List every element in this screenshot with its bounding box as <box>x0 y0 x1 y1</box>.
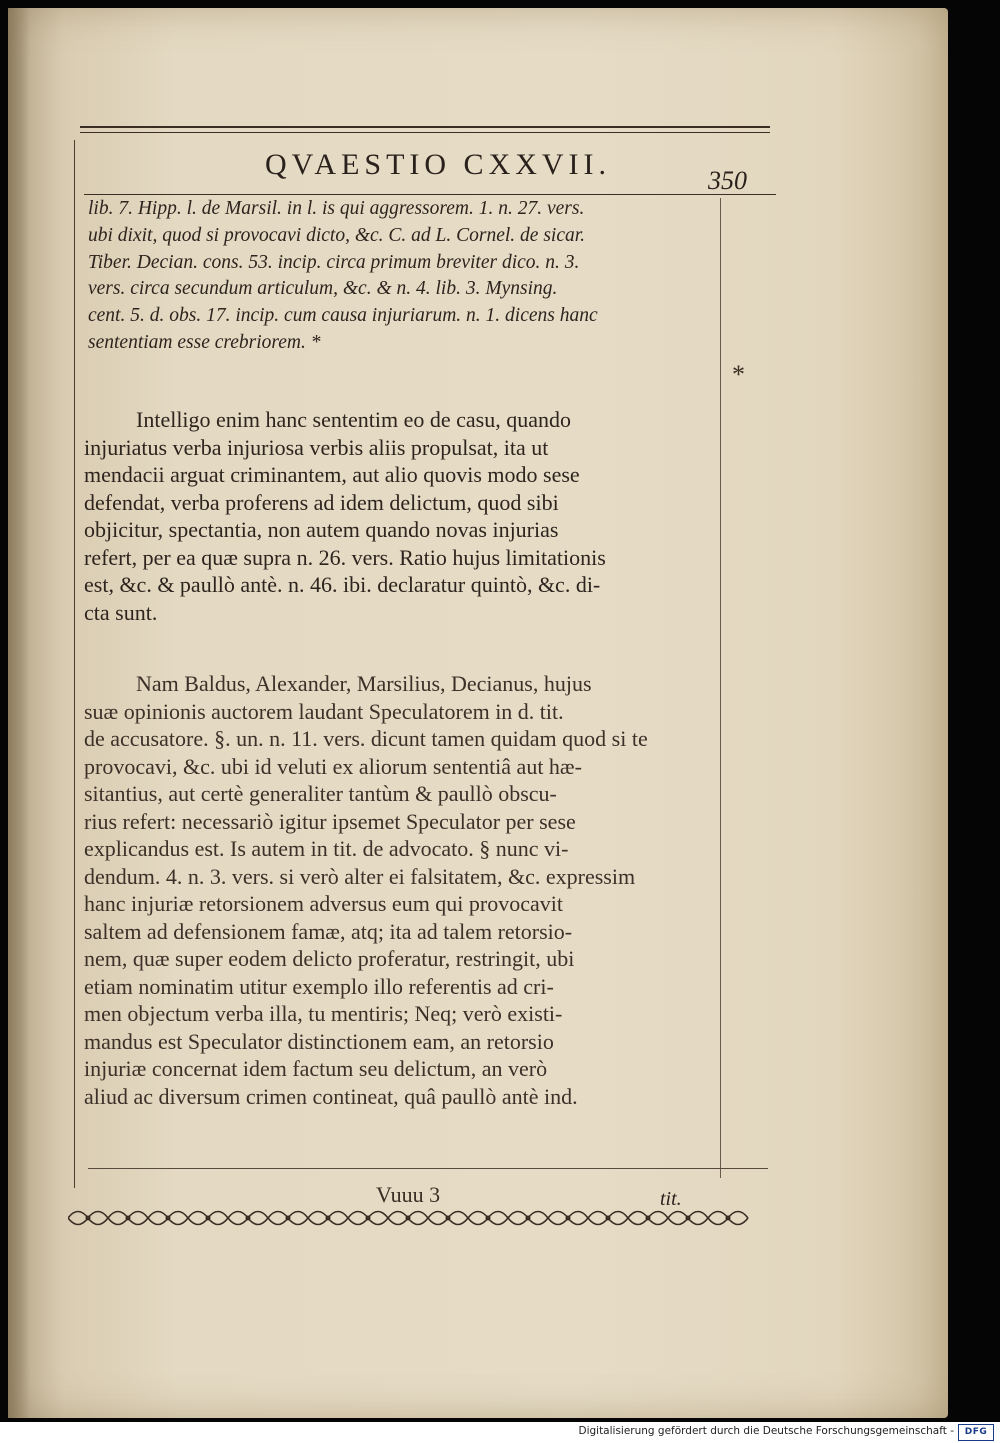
running-head: QVAESTIO CXXVII. <box>264 148 612 181</box>
top-rule <box>80 126 770 128</box>
left-frame-rule <box>74 140 75 1188</box>
right-frame-rule <box>720 198 721 1178</box>
citation-line: ubi dixit, quod si provocavi dicto, &c. C. ad L. Cornel. de sicar. <box>88 224 586 246</box>
text-line: rius refert: necessariò igitur ipsemet Speculator per sese <box>84 808 576 834</box>
text-line: dendum. 4. n. 3. vers. si verò alter ei falsitatem, &c. expressim <box>84 863 636 889</box>
text-line: explicandus est. Is autem in tit. de advocato. § nunc vi- <box>84 836 569 861</box>
marginal-citation-block <box>88 196 718 357</box>
text-line: men objectum verba illa, tu mentiris; Neq; verò existi- <box>84 1001 563 1026</box>
text-line: refert, per ea quæ supra n. 26. vers. Ratio hujus limitationis <box>84 544 606 570</box>
text-line: mandus est Speculator distinctionem eam, an retorsio <box>84 1028 554 1054</box>
text-line: est, &c. & paullò antè. n. 46. ibi. declaratur quintò, &c. di- <box>84 572 601 597</box>
text-line: injuriatus verba injuriosa verbis aliis propulsat, ita ut <box>84 434 549 460</box>
text-line: mendacii arguat criminantem, aut alio quovis modo sese <box>84 462 580 487</box>
margin-asterisk: * <box>732 360 745 389</box>
text-line: Nam Baldus, Alexander, Marsilius, Decianus, hujus <box>136 671 592 696</box>
text-line: de accusatore. §. un. n. 11. vers. dicunt tamen quidam quod si te <box>84 726 648 751</box>
citation-line: lib. 7. Hipp. l. de Marsil. in l. is qui aggressorem. 1. n. 27. vers. <box>88 198 585 219</box>
signature-mark: Vuuu 3 <box>376 1182 441 1207</box>
text-line: sitantius, aut certè generaliter tantùm & paullò obscu- <box>84 781 557 806</box>
citation-line: vers. circa secundum articulum, &c. & n. 4. lib. 3. Mynsing. <box>88 278 558 300</box>
dfg-logo-icon: DFG <box>958 1424 994 1441</box>
text-line: defendat, verba proferens ad idem delictum, quod sibi <box>84 489 559 515</box>
citation-line: cent. 5. d. obs. 17. incip. cum causa injuriarum. n. 1. dicens hanc <box>88 305 598 327</box>
text-line: provocavi, &c. ubi id veluti ex aliorum sententiâ aut hæ- <box>84 753 582 779</box>
page-number: 350 <box>708 166 747 195</box>
bottom-rule <box>88 1168 768 1169</box>
funding-credit: Digitalisierung gefördert durch die Deutsche Forschungsgemeinschaft - <box>578 1425 954 1437</box>
paragraph-intelligo <box>84 406 720 626</box>
paragraph-nam-baldus <box>84 670 720 1110</box>
text-line: aliud ac diversum crimen contineat, quâ paullò antè ind. <box>84 1083 578 1109</box>
catchword: tit. <box>660 1188 682 1210</box>
citation-line: Tiber. Decian. cons. 53. incip. circa primum breviter dico. n. 3. <box>88 251 580 273</box>
book-page <box>8 8 948 1418</box>
text-line: nem, quæ super eodem delicto proferatur, restringit, ubi <box>84 946 575 971</box>
text-line: cta sunt. <box>84 599 158 625</box>
header-rule <box>84 194 776 195</box>
text-line: saltem ad defensionem famæ, atq; ita ad talem retorsio- <box>84 918 573 944</box>
text-line: hanc injuriæ retorsionem adversus eum qui provocavit <box>84 891 563 916</box>
text-line: Intelligo enim hanc sententim eo de casu, quando <box>136 407 571 432</box>
text-line: etiam nominatim utitur exemplo illo referentis ad cri- <box>84 973 554 999</box>
text-line: suæ opinionis auctorem laudant Speculatorem in d. tit. <box>84 698 564 724</box>
citation-line: sententiam esse crebriorem. * <box>88 331 321 353</box>
top-rule-thin <box>80 132 770 133</box>
ornament-border <box>68 1203 758 1233</box>
text-line: objicitur, spectantia, non autem quando novas injurias <box>84 517 559 542</box>
text-line: injuriæ concernat idem factum seu delictum, an verò <box>84 1056 548 1081</box>
